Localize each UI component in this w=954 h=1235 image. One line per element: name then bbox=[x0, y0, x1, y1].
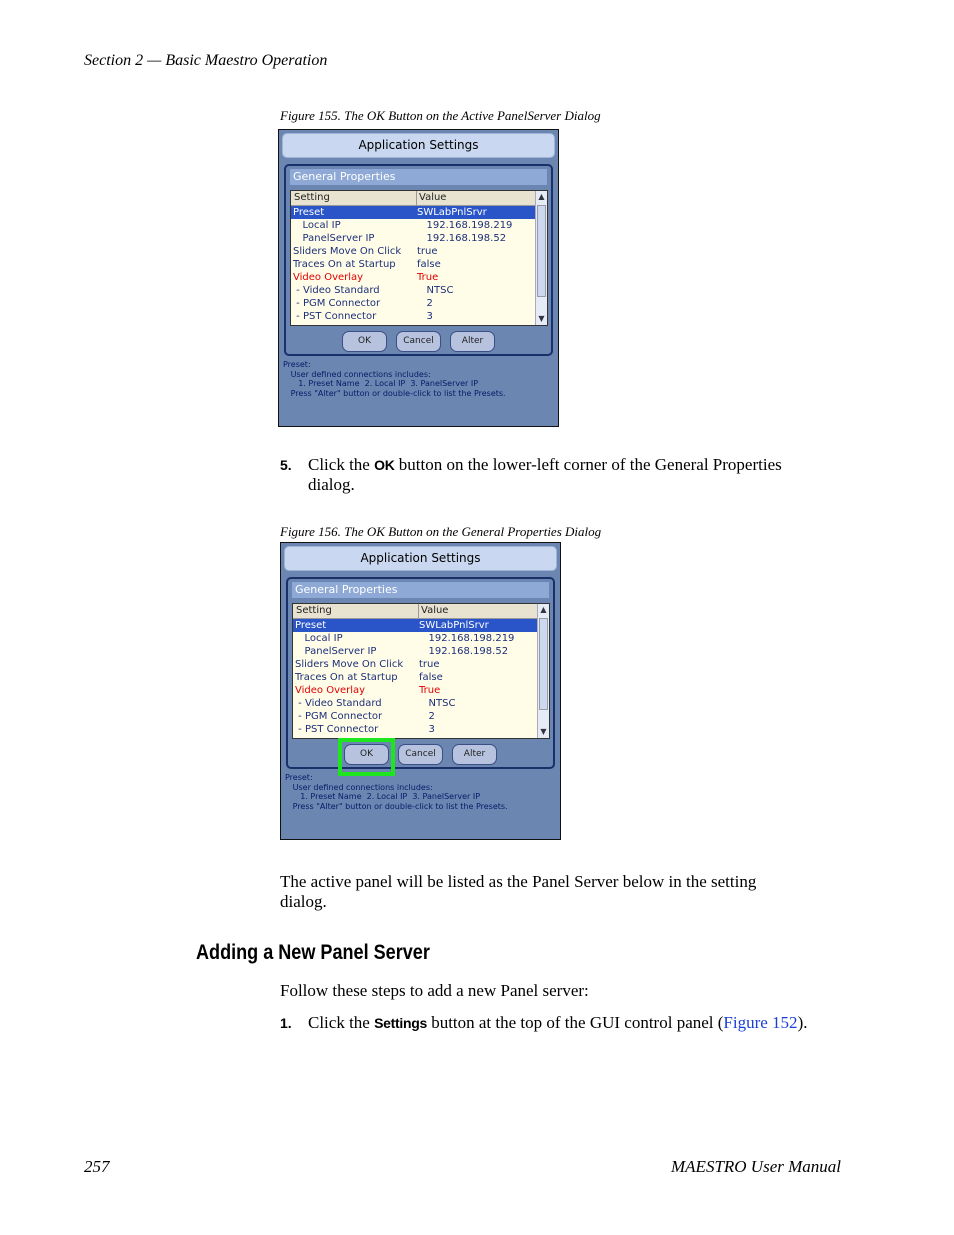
step-1-number: 1. bbox=[280, 1015, 292, 1031]
table-row[interactable] bbox=[293, 710, 537, 723]
figure-156-dialog bbox=[280, 542, 561, 840]
ok-button[interactable]: OK bbox=[342, 331, 387, 352]
table-row[interactable] bbox=[293, 632, 537, 645]
setting-value: 192.168.198.52 bbox=[417, 233, 507, 244]
column-setting: Setting bbox=[294, 192, 330, 203]
table-row[interactable] bbox=[291, 297, 535, 310]
scroll-up-icon[interactable]: ▲ bbox=[540, 605, 547, 614]
figure-152-link[interactable]: Figure 152 bbox=[723, 1013, 798, 1032]
setting-name: Local IP bbox=[295, 633, 343, 644]
settings-term: Settings bbox=[374, 1015, 427, 1031]
table-row[interactable] bbox=[291, 206, 535, 219]
manual-title: MAESTRO User Manual bbox=[671, 1157, 841, 1176]
table-row[interactable] bbox=[291, 219, 535, 232]
panel-title: General Properties bbox=[291, 581, 550, 599]
setting-value: 192.168.198.52 bbox=[419, 646, 509, 657]
table-row[interactable] bbox=[293, 671, 537, 684]
setting-name: Preset bbox=[295, 620, 327, 631]
alter-button[interactable]: Alter bbox=[450, 331, 495, 352]
ok-button-highlight bbox=[338, 738, 395, 776]
table-row[interactable] bbox=[291, 271, 535, 284]
dialog-title: Application Settings bbox=[282, 133, 555, 158]
setting-value: 2 bbox=[417, 298, 433, 309]
step-5-text: Click the OK button on the lower-left corner of the General Properties dialog. bbox=[308, 455, 782, 494]
table-row[interactable] bbox=[291, 258, 535, 271]
setting-value: 192.168.198.219 bbox=[417, 220, 513, 231]
setting-name: Traces On at Startup bbox=[295, 672, 398, 683]
setting-name: - PST Connector bbox=[293, 311, 377, 322]
active-panel-paragraph: The active panel will be listed as the Panel Server below in the setting dialog. bbox=[280, 872, 757, 911]
table-row[interactable] bbox=[293, 697, 537, 710]
setting-name: - PST Connector bbox=[295, 724, 379, 735]
table-row[interactable] bbox=[293, 684, 537, 697]
setting-value: True bbox=[417, 272, 439, 283]
setting-name: - PGM Connector bbox=[293, 298, 381, 309]
setting-value: True bbox=[419, 685, 441, 696]
general-properties-panel bbox=[286, 577, 555, 769]
setting-name: Video Overlay bbox=[293, 272, 364, 283]
table-row[interactable] bbox=[291, 245, 535, 258]
setting-value: NTSC bbox=[417, 285, 454, 296]
preset-note: Preset: User defined connections includes: 1. Preset Name 2. Local IP 3. PanelServer IP Press "Alter" button or double-click to list the Presets. bbox=[283, 360, 506, 398]
table-row[interactable] bbox=[293, 645, 537, 658]
dialog-title: Application Settings bbox=[284, 546, 557, 571]
preset-note: Preset: User defined connections includes: 1. Preset Name 2. Local IP 3. PanelServer IP Press "Alter" button or double-click to list the Presets. bbox=[285, 773, 508, 811]
scroll-down-icon[interactable]: ▼ bbox=[538, 314, 545, 323]
page-number: 257 bbox=[84, 1157, 110, 1176]
setting-name: - Video Standard bbox=[293, 285, 380, 296]
setting-value: NTSC bbox=[419, 698, 456, 709]
scroll-down-icon[interactable]: ▼ bbox=[540, 727, 547, 736]
settings-table bbox=[290, 190, 548, 326]
setting-name: Traces On at Startup bbox=[293, 259, 396, 270]
setting-name: Video Overlay bbox=[295, 685, 366, 696]
settings-table bbox=[292, 603, 550, 739]
panel-title: General Properties bbox=[289, 168, 548, 186]
general-properties-panel bbox=[284, 164, 553, 356]
table-row[interactable] bbox=[293, 658, 537, 671]
cancel-button[interactable]: Cancel bbox=[396, 331, 441, 352]
setting-value: true bbox=[417, 246, 438, 257]
setting-value: 3 bbox=[419, 724, 435, 735]
column-value: Value bbox=[421, 605, 449, 616]
scroll-up-icon[interactable]: ▲ bbox=[538, 192, 545, 201]
column-value: Value bbox=[419, 192, 447, 203]
setting-name: Sliders Move On Click bbox=[295, 659, 404, 670]
table-scrollbar[interactable] bbox=[535, 191, 547, 325]
setting-value: SWLabPnlSrvr bbox=[419, 620, 489, 631]
table-header bbox=[293, 604, 549, 619]
table-row[interactable] bbox=[293, 619, 537, 632]
setting-name: PanelServer IP bbox=[293, 233, 375, 244]
setting-name: PanelServer IP bbox=[295, 646, 377, 657]
table-row[interactable] bbox=[291, 310, 535, 323]
setting-value: 192.168.198.219 bbox=[419, 633, 515, 644]
scroll-thumb[interactable] bbox=[537, 205, 546, 297]
follow-steps-paragraph: Follow these steps to add a new Panel server: bbox=[280, 981, 589, 1000]
setting-name: Sliders Move On Click bbox=[293, 246, 402, 257]
table-row[interactable] bbox=[291, 232, 535, 245]
setting-value: SWLabPnlSrvr bbox=[417, 207, 487, 218]
setting-value: false bbox=[419, 672, 443, 683]
setting-value: 2 bbox=[419, 711, 435, 722]
table-header bbox=[291, 191, 547, 206]
running-header: Section 2 — Basic Maestro Operation bbox=[84, 52, 328, 69]
setting-value: false bbox=[417, 259, 441, 270]
figure-155-dialog bbox=[278, 129, 559, 427]
ok-term: OK bbox=[374, 457, 395, 473]
figure-155-caption: Figure 155. The OK Button on the Active PanelServer Dialog bbox=[280, 108, 601, 123]
table-row[interactable] bbox=[291, 284, 535, 297]
setting-name: - Video Standard bbox=[295, 698, 382, 709]
setting-name: Preset bbox=[293, 207, 325, 218]
setting-name: - PGM Connector bbox=[295, 711, 383, 722]
ok-button[interactable]: OK bbox=[344, 744, 389, 765]
scroll-thumb[interactable] bbox=[539, 618, 548, 710]
table-scrollbar[interactable] bbox=[537, 604, 549, 738]
cancel-button[interactable]: Cancel bbox=[398, 744, 443, 765]
column-setting: Setting bbox=[296, 605, 332, 616]
table-row[interactable] bbox=[293, 723, 537, 736]
step-5-number: 5. bbox=[280, 457, 292, 473]
setting-name: Local IP bbox=[293, 220, 341, 231]
step-1-text: Click the Settings button at the top of the GUI control panel (Figure 152). bbox=[308, 1013, 808, 1032]
section-heading: Adding a New Panel Server bbox=[196, 941, 430, 964]
setting-value: 3 bbox=[417, 311, 433, 322]
setting-value: true bbox=[419, 659, 440, 670]
alter-button[interactable]: Alter bbox=[452, 744, 497, 765]
figure-156-caption: Figure 156. The OK Button on the General Properties Dialog bbox=[280, 524, 602, 539]
